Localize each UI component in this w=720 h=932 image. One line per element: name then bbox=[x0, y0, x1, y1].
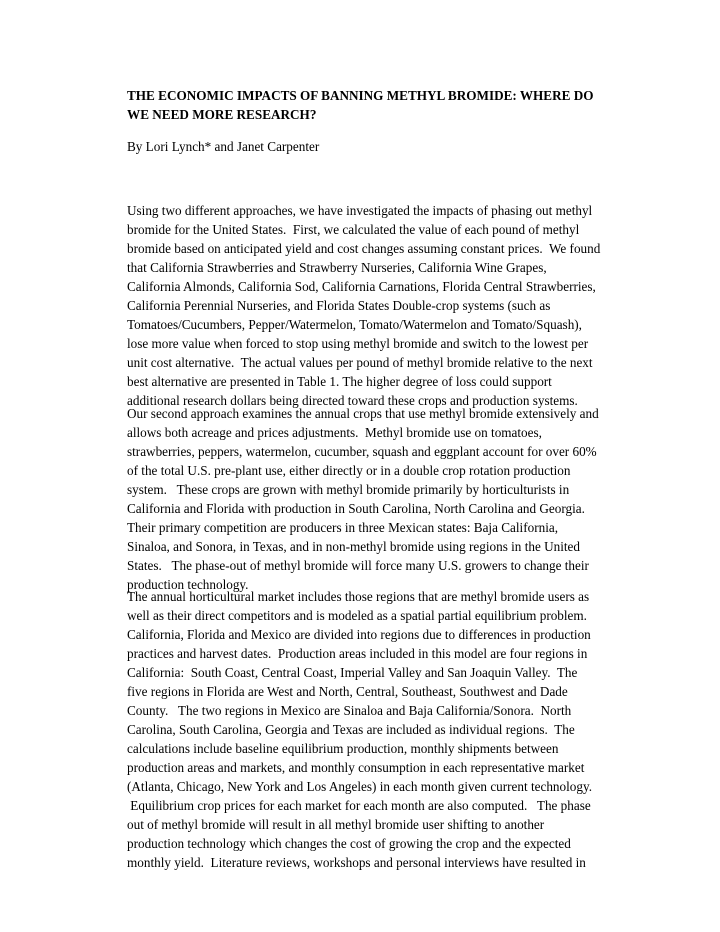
paragraph-line: County. The two regions in Mexico are Sinaloa and Baja California/Sonora. North bbox=[127, 703, 572, 718]
paragraph-line: (Atlanta, Chicago, New York and Los Angeles) in each month given current technology. bbox=[127, 779, 592, 794]
paragraph-line: California and Florida with production in South Carolina, North Carolina and Georgia. bbox=[127, 501, 585, 516]
paragraph-line: Equilibrium crop prices for each market for each month are also computed. The phase bbox=[127, 798, 591, 813]
paragraph-line: system. These crops are grown with methyl bromide primarily by horticulturists in bbox=[127, 482, 570, 497]
paragraph-line: five regions in Florida are West and North, Central, Southeast, Southwest and Dade bbox=[127, 684, 568, 699]
paragraph-line: California: South Coast, Central Coast, Imperial Valley and San Joaquin Valley. The bbox=[127, 665, 578, 680]
paragraph-line: unit cost alternative. The actual values per pound of methyl bromide relative to the next bbox=[127, 355, 593, 370]
paragraph-line: calculations include baseline equilibrium production, monthly shipments between bbox=[127, 741, 559, 756]
paragraph-market-model bbox=[127, 587, 647, 872]
paragraph-line: practices and harvest dates. Production areas included in this model are four regions in bbox=[127, 646, 588, 661]
paragraph-line: best alternative are presented in Table 1. The higher degree of loss could support bbox=[127, 374, 552, 389]
paragraph-line: production technology which changes the cost of growing the crop and the expected bbox=[127, 836, 571, 851]
paragraph-line: strawberries, peppers, watermelon, cucumber, squash and eggplant account for over 60% bbox=[127, 444, 597, 459]
paragraph-line: Their primary competition are producers in three Mexican states: Baja California, bbox=[127, 520, 559, 535]
paragraph-line: lose more value when forced to stop using methyl bromide and switch to the lowest per bbox=[127, 336, 589, 351]
paragraph-line: additional research dollars being directed toward these crops and production systems. bbox=[127, 393, 578, 408]
paragraph-approach-one bbox=[127, 201, 647, 410]
paragraph-line: production technology. bbox=[127, 577, 249, 592]
paragraph-line: Sinaloa, and Sonora, in Texas, and in non-methyl bromide using regions in the United bbox=[127, 539, 580, 554]
document-title bbox=[127, 86, 647, 124]
paragraph-approach-two bbox=[127, 404, 647, 594]
paragraph-line: Our second approach examines the annual crops that use methyl bromide extensively and bbox=[127, 406, 599, 421]
paragraph-line: of the total U.S. pre-plant use, either directly or in a double crop rotation production bbox=[127, 463, 571, 478]
paragraph-line: Using two different approaches, we have investigated the impacts of phasing out methyl bbox=[127, 203, 593, 218]
paragraph-line: well as their direct competitors and is modeled as a spatial partial equilibrium problem. bbox=[127, 608, 587, 623]
paragraph-line: States. The phase-out of methyl bromide will force many U.S. growers to change their bbox=[127, 558, 589, 573]
author-byline: By Lori Lynch* and Janet Carpenter bbox=[127, 139, 320, 154]
title-line: THE ECONOMIC IMPACTS OF BANNING METHYL BROMIDE: WHERE DO bbox=[127, 88, 594, 103]
paragraph-line: bromide based on anticipated yield and cost changes assuming constant prices. We found bbox=[127, 241, 601, 256]
paragraph-line: The annual horticultural market includes those regions that are methyl bromide users as bbox=[127, 589, 590, 604]
paragraph-line: that California Strawberries and Strawberry Nurseries, California Wine Grapes, bbox=[127, 260, 547, 275]
paragraph-line: California, Florida and Mexico are divided into regions due to differences in production bbox=[127, 627, 591, 642]
paragraph-line: out of methyl bromide will result in all methyl bromide user shifting to another bbox=[127, 817, 545, 832]
paragraph-line: monthly yield. Literature reviews, workshops and personal interviews have resulted in bbox=[127, 855, 586, 870]
paragraph-line: California Almonds, California Sod, California Carnations, Florida Central Strawberries, bbox=[127, 279, 596, 294]
title-line: WE NEED MORE RESEARCH? bbox=[127, 107, 317, 122]
paragraph-line: Tomatoes/Cucumbers, Pepper/Watermelon, Tomato/Watermelon and Tomato/Squash), bbox=[127, 317, 582, 332]
paragraph-line: bromide for the United States. First, we calculated the value of each pound of methyl bbox=[127, 222, 580, 237]
paragraph-line: Carolina, South Carolina, Georgia and Texas are included as individual regions. The bbox=[127, 722, 575, 737]
paragraph-line: California Perennial Nurseries, and Florida States Double-crop systems (such as bbox=[127, 298, 551, 313]
paragraph-line: allows both acreage and prices adjustments. Methyl bromide use on tomatoes, bbox=[127, 425, 542, 440]
paragraph-line: production areas and markets, and monthly consumption in each representative market bbox=[127, 760, 585, 775]
